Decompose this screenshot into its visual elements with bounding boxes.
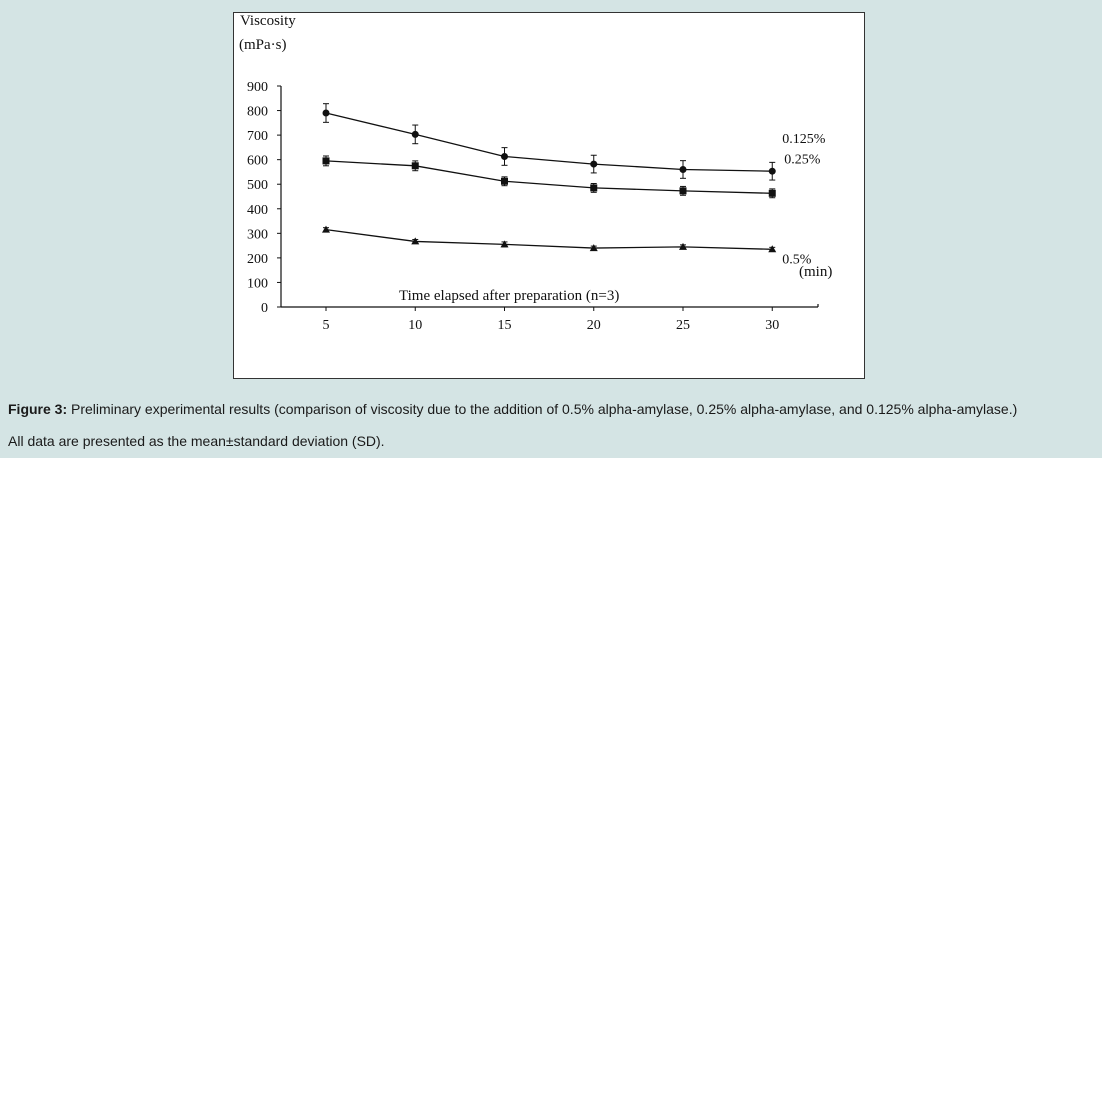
caption-note: All data are presented as the mean±standard deviation (SD). (8, 433, 385, 449)
series-label: 0.5% (782, 252, 812, 268)
chart-marks (322, 104, 826, 268)
series-line (326, 161, 772, 193)
viscosity-chart (234, 13, 866, 380)
y-tick-label: 400 (247, 202, 268, 218)
data-point (323, 110, 330, 117)
caption-text: Preliminary experimental results (comparison of viscosity due to the addition of 0.5% alpha-amylase, 0.25% alpha-amylase, and 0.125% alpha-amylase.) (71, 401, 1018, 417)
data-point (769, 168, 776, 175)
figure-caption (8, 401, 1017, 417)
data-point (412, 131, 419, 138)
y-tick-label: 300 (247, 227, 268, 243)
y-tick-label: 500 (247, 178, 268, 194)
data-point (769, 190, 776, 197)
y-axis-unit: (mPa·s) (239, 37, 287, 53)
y-tick-label: 800 (247, 104, 268, 120)
x-tick-label: 25 (676, 318, 690, 333)
data-point (501, 178, 508, 185)
y-tick-label: 600 (247, 153, 268, 169)
data-point (680, 166, 687, 173)
y-tick-label: 100 (247, 276, 268, 292)
series-line (326, 230, 772, 250)
x-tick-label: 15 (497, 318, 512, 333)
x-tick-label: 20 (586, 318, 601, 333)
chart-frame (233, 12, 865, 379)
caption-label: Figure 3: (8, 401, 68, 417)
x-tick-label: 10 (408, 318, 423, 333)
series-line (326, 113, 772, 171)
series-label: 0.125% (782, 132, 826, 148)
x-axis-unit: (min) (799, 264, 833, 280)
series-label: 0.25% (784, 152, 821, 168)
x-tick-label: 5 (322, 318, 330, 333)
y-tick-label: 0 (261, 301, 268, 316)
data-point (590, 161, 597, 168)
data-point (680, 187, 687, 194)
data-point (322, 226, 330, 233)
figure-panel (0, 0, 1102, 458)
data-point (323, 157, 330, 164)
y-axis-label: Viscosity (240, 13, 296, 29)
y-tick-label: 900 (247, 80, 268, 95)
y-tick-label: 200 (247, 251, 268, 267)
x-tick-label: 30 (765, 318, 780, 333)
data-point (412, 162, 419, 169)
data-point (590, 184, 597, 191)
y-tick-label: 700 (247, 129, 268, 145)
data-point (501, 153, 508, 160)
x-axis-label: Time elapsed after preparation (n=3) (399, 288, 620, 304)
